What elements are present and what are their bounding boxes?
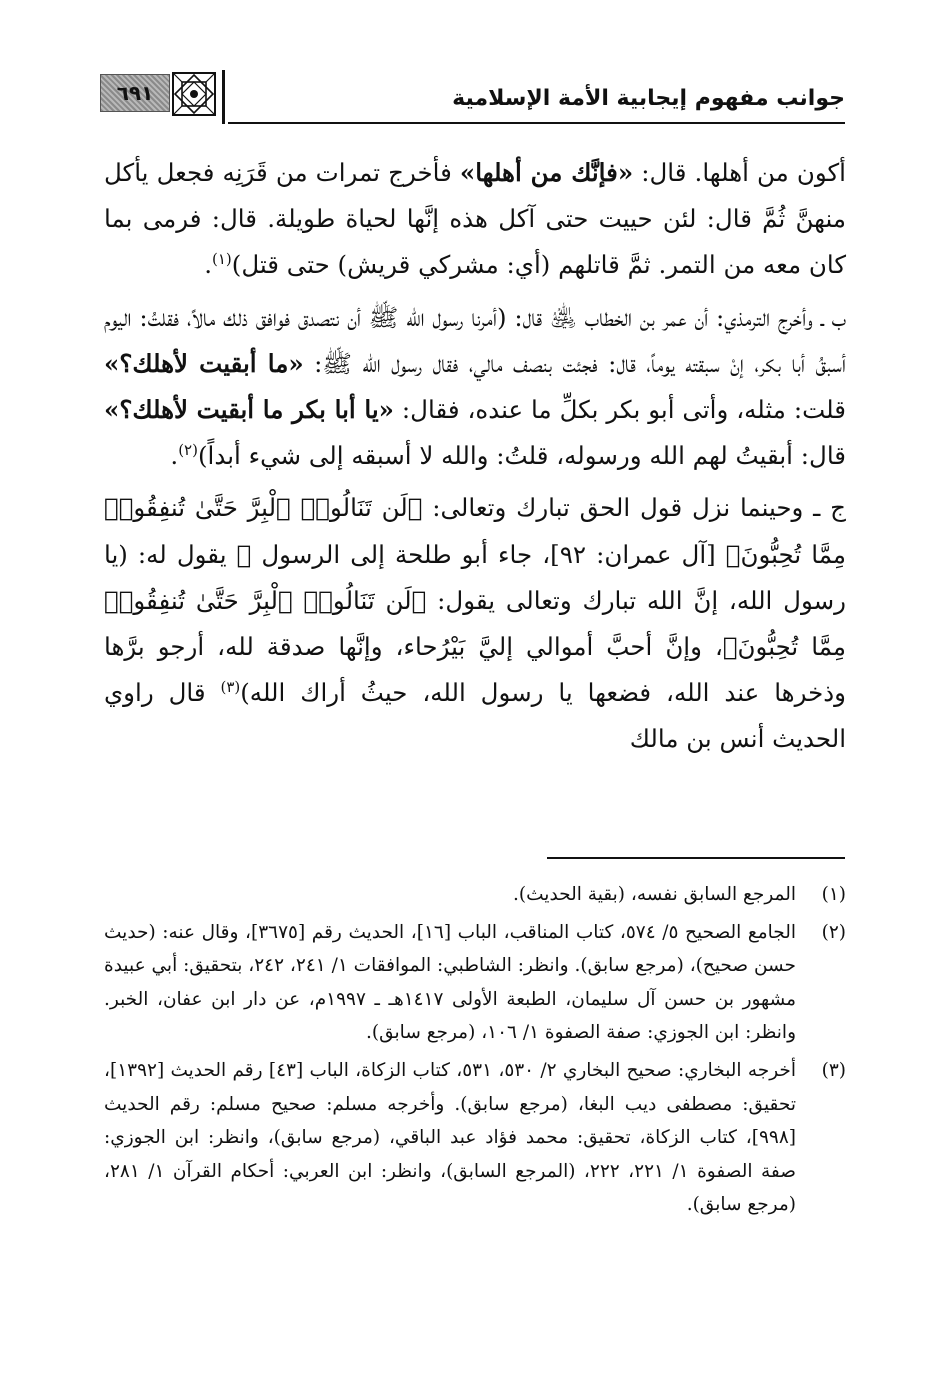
hadith-quote: «فإنَّك من أهلها»	[459, 158, 634, 187]
page-number: ٦٩١	[116, 81, 154, 105]
footnote-text: أخرجه البخاري: صحيح البخاري ٢/ ٥٣٠، ٥٣١، كتاب الزكاة، الباب [٤٣] رقم الحديث [١٣٩٢]، تحقيق: مصطفى ديب البغا، (مرجع سابق). وأخرجه مسلم: صحيح مسلم: رقم الحديث [٩٩٨]، كتاب الزكاة، تحقيق: محمد فؤاد عبد الباقي، (مرجع سابق)، وانظر: ابن الجوزي: صفة الصفوة ١/ ٢٢١، ٢٢٢، (المرجع السابق)، وانظر: ابن العربي: أحكام القرآن ١/ ٢٨١، (مرجع سابق).	[104, 1059, 796, 1216]
text-run: فأخرج تمرات من قَرَنِه فجعل يأكل منهنَّ ثُمَّ قال: لئن حييت حتى آكل هذه إنَّها لحياة طويلة. قال: فرمى بما كان معه من التمر. ثمَّ قاتلهم (أي: مشركي قريش) حتى قتل)	[104, 158, 846, 280]
paragraph-2	[104, 295, 846, 480]
footnote-number: (١)	[821, 884, 846, 905]
footnote-ref-3: (٣)	[220, 678, 241, 697]
footnote-ref-1: (١)	[212, 250, 232, 269]
footnote-number: (٢)	[821, 921, 846, 943]
text-run: قال راوي الحديث أنس بن مالك	[104, 678, 846, 754]
text-run: .	[170, 441, 179, 471]
header-rule	[228, 122, 845, 124]
text-run: .	[204, 250, 212, 280]
page-number-box	[100, 74, 170, 112]
running-title: جوانب مفهوم إيجابية الأمة الإسلامية	[452, 86, 845, 111]
quran-verse: ﴿لَن تَنَالُوا۟ ٱلْبِرَّ حَتَّىٰ تُنفِقُوا۟ مِمَّا تُحِبُّونَ﴾	[104, 585, 846, 662]
text-run: ، وإنَّ أحبَّ أموالي إليَّ بَيْرُحاء، وإنَّها صدقة لله، أرجو برَّها وذخرها عند الله، فضعها يا رسول الله، حيثُ أراك الله)	[104, 632, 846, 708]
footnote-text: الجامع الصحيح ٥/ ٥٧٤، كتاب المناقب، الباب [١٦]، الحديث رقم [٣٦٧٥]، وقال عنه: (حديث حسن صحيح)، (مرجع سابق). وانظر: الشاطبي: الموافقات ١/ ٢٤١، ٢٤٢، بتحقيق: أبي عبيدة مشهور بن حسن آل سليمان، الطبعة الأولى ١٤١٧هـ ـ ١٩٩٧م، عن دار ابن عفان، الخبر. وانظر: ابن الجوزي: صفة الصفوة ١/ ١٠٦، (مرجع سابق).	[104, 921, 797, 1044]
text-run: [آل عمران: ٩٢]، جاء أبو طلحة إلى الرسول ﷺ يقول له: (يا رسول الله، إنَّ الله تبارك وتعالى يقول:	[104, 539, 846, 615]
quran-verse: ﴿لَن تَنَالُوا۟ ٱلْبِرَّ حَتَّىٰ تُنفِقُوا۟ مِمَّا تُحِبُّونَ﴾	[104, 493, 846, 569]
text-run: قلت: مثله، وأتى أبو بكر بكلِّ ما عنده، فقال:	[393, 395, 846, 425]
main-text	[104, 150, 846, 763]
text-run: قال: أبقيتُ لهم الله ورسوله، قلتُ: والله لا أسبقه إلى شيء أبداً)	[197, 441, 846, 471]
footnotes	[104, 878, 846, 1226]
text-run: أكون من أهلها. قال:	[633, 158, 846, 187]
header-divider	[222, 70, 225, 124]
text-run: ج ـ وحينما نزل قول الحق تبارك وتعالى:	[422, 493, 846, 523]
paragraph-1	[104, 150, 846, 289]
hadith-quote: «يا أبا بكر ما أبقيت لأهلك؟»	[104, 395, 394, 425]
footnote-ref-2: (٢)	[178, 441, 198, 460]
page-header	[100, 64, 845, 124]
paragraph-3	[104, 485, 846, 762]
hadith-quote: «ما أبقيت لأهلك؟»	[104, 348, 304, 378]
footnote-number: (٣)	[821, 1059, 846, 1081]
footnote-2	[104, 916, 846, 1050]
footnote-separator	[547, 857, 845, 859]
text-run: ب ـ وأخرج الترمذي: أن عمر بن الخطاب ﵁ قال: (أمرنا رسول الله ﷺ أن نتصدق فوافق ذلك مالاً، فقلتُ: اليوم أسبقُ أبا بكر، إنْ سبقته يوماً، قال: فجئت بنصف مالي، فقال رسول الله ﷺ:	[104, 302, 846, 378]
footnote-1	[104, 878, 846, 912]
footnote-3	[104, 1054, 846, 1222]
geometric-ornament-icon	[172, 72, 216, 116]
footnote-text: المرجع السابق نفسه، (بقية الحديث).	[513, 884, 796, 905]
